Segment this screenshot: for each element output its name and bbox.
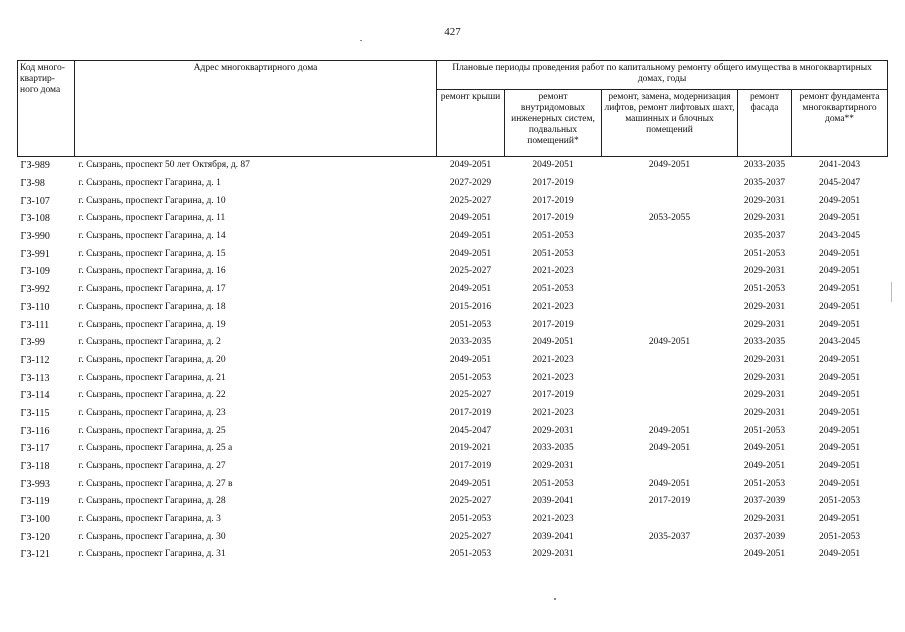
cell-elevators <box>602 316 738 334</box>
cell-roof: 2025-2027 <box>449 195 492 206</box>
cell-facade: 2051-2053 <box>743 425 786 436</box>
cell-elevators <box>602 511 738 529</box>
cell-foundation: 2041-2043 <box>818 160 861 171</box>
cell-roof: 2017-2019 <box>449 461 492 472</box>
cell-address: г. Сызрань, проспект Гагарина, д. 15 <box>78 248 226 259</box>
cell-foundation: 2043-2045 <box>818 337 861 348</box>
cell-code: ГЗ-107 <box>20 195 50 207</box>
table-row <box>18 334 888 352</box>
cell-elevators <box>602 369 738 387</box>
cell-facade: 2029-2031 <box>743 266 786 277</box>
cell-foundation: 2049-2051 <box>818 514 861 525</box>
cell-systems: 2021-2023 <box>532 407 574 418</box>
cell-roof: 2025-2027 <box>449 390 492 401</box>
cell-roof: 2049-2051 <box>449 354 492 365</box>
cell-roof: 2033-2035 <box>449 337 492 348</box>
cell-foundation: 2043-2045 <box>818 231 861 242</box>
cell-elevators <box>602 281 738 299</box>
cell-elevators <box>602 405 738 423</box>
cell-systems: 2051-2053 <box>532 231 574 242</box>
table-row <box>18 352 888 370</box>
cell-systems: 2021-2023 <box>532 372 574 383</box>
cell-elevators <box>602 245 738 263</box>
cell-foundation: 2049-2051 <box>818 425 861 436</box>
cell-foundation: 2049-2051 <box>818 213 861 224</box>
cell-facade: 2029-2031 <box>743 301 786 312</box>
table-row <box>18 511 888 529</box>
cell-roof: 2051-2053 <box>449 319 492 330</box>
cell-roof: 2019-2021 <box>449 443 492 454</box>
cell-elevators <box>602 263 738 281</box>
cell-roof: 2051-2053 <box>449 514 492 525</box>
cell-code: ГЗ-118 <box>20 461 50 473</box>
cell-roof: 2049-2051 <box>449 160 492 171</box>
cell-facade: 2029-2031 <box>743 213 786 224</box>
cell-address: г. Сызрань, проспект Гагарина, д. 19 <box>78 319 226 330</box>
table-row <box>18 281 888 299</box>
capital-repair-table <box>17 60 888 564</box>
cell-systems: 2021-2023 <box>532 301 574 312</box>
cell-elevators: 2053-2055 <box>648 213 691 224</box>
cell-roof: 2017-2019 <box>449 407 492 418</box>
cell-systems: 2039-2041 <box>532 496 574 507</box>
cell-foundation: 2049-2051 <box>818 248 861 259</box>
cell-systems: 2017-2019 <box>532 213 574 224</box>
table-body <box>18 157 888 564</box>
cell-elevators <box>602 175 738 193</box>
cell-systems: 2039-2041 <box>532 531 574 542</box>
cell-systems: 2021-2023 <box>532 354 574 365</box>
cell-foundation: 2049-2051 <box>818 443 861 454</box>
cell-code: ГЗ-993 <box>20 478 50 490</box>
cell-roof: 2049-2051 <box>449 248 492 259</box>
cell-roof: 2025-2027 <box>449 531 492 542</box>
cell-elevators <box>602 299 738 317</box>
column-header-periods: Плановые периоды проведения работ по капитальному ремонту общего имущества в многоквартирных домах, годы <box>437 61 888 90</box>
cell-roof: 2045-2047 <box>449 425 492 436</box>
cell-code: ГЗ-98 <box>20 178 45 190</box>
table-row <box>18 528 888 546</box>
cell-code: ГЗ-99 <box>20 337 45 349</box>
cell-elevators <box>602 352 738 370</box>
table-row <box>18 316 888 334</box>
cell-address: г. Сызрань, проспект 50 лет Октября, д. 87 <box>78 160 250 171</box>
cell-elevators <box>602 387 738 405</box>
cell-foundation: 2049-2051 <box>818 319 861 330</box>
cell-systems: 2017-2019 <box>532 195 574 206</box>
table-row <box>18 475 888 493</box>
cell-facade: 2049-2051 <box>743 549 786 560</box>
cell-code: ГЗ-990 <box>20 231 50 243</box>
column-header-systems: ремонт внутридомовых инженерных систем, подвальных помещений* <box>505 90 602 157</box>
cell-elevators: 2035-2037 <box>648 531 691 542</box>
table-row <box>18 546 888 564</box>
cell-code: ГЗ-115 <box>20 407 50 419</box>
cell-address: г. Сызрань, проспект Гагарина, д. 14 <box>78 231 226 242</box>
cell-elevators: 2049-2051 <box>648 443 691 454</box>
cell-facade: 2035-2037 <box>743 231 786 242</box>
table-row <box>18 175 888 193</box>
cell-roof: 2051-2053 <box>449 372 492 383</box>
cell-address: г. Сызрань, проспект Гагарина, д. 16 <box>78 266 226 277</box>
table-row <box>18 263 888 281</box>
cell-foundation: 2049-2051 <box>818 195 861 206</box>
table-row <box>18 299 888 317</box>
cell-code: ГЗ-119 <box>20 496 50 508</box>
cell-code: ГЗ-991 <box>20 248 50 260</box>
cell-foundation: 2051-2053 <box>818 531 861 542</box>
cell-address: г. Сызрань, проспект Гагарина, д. 20 <box>78 354 226 365</box>
cell-foundation: 2045-2047 <box>818 178 861 189</box>
cell-roof: 2027-2029 <box>449 178 492 189</box>
cell-facade: 2029-2031 <box>743 390 786 401</box>
cell-code: ГЗ-114 <box>20 390 50 402</box>
cell-systems: 2021-2023 <box>532 514 574 525</box>
cell-foundation: 2049-2051 <box>818 266 861 277</box>
cell-facade: 2029-2031 <box>743 407 786 418</box>
cell-address: г. Сызрань, проспект Гагарина, д. 10 <box>78 195 226 206</box>
table-row <box>18 369 888 387</box>
cell-code: ГЗ-116 <box>20 425 50 437</box>
cell-address: г. Сызрань, проспект Гагарина, д. 25 <box>78 425 226 436</box>
cell-facade: 2051-2053 <box>743 248 786 259</box>
table-row <box>18 245 888 263</box>
cell-facade: 2049-2051 <box>743 461 786 472</box>
cell-systems: 2029-2031 <box>532 425 574 436</box>
cell-code: ГЗ-117 <box>20 443 50 455</box>
table-row <box>18 228 888 246</box>
cell-facade: 2029-2031 <box>743 372 786 383</box>
cell-code: ГЗ-112 <box>20 354 50 366</box>
cell-facade: 2049-2051 <box>743 443 786 454</box>
cell-systems: 2049-2051 <box>532 337 574 348</box>
cell-code: ГЗ-109 <box>20 266 50 278</box>
cell-facade: 2033-2035 <box>743 337 786 348</box>
cell-elevators: 2049-2051 <box>648 478 691 489</box>
cell-elevators <box>602 458 738 476</box>
cell-facade: 2051-2053 <box>743 478 786 489</box>
table-row <box>18 157 888 175</box>
cell-foundation: 2049-2051 <box>818 549 861 560</box>
cell-elevators: 2049-2051 <box>648 337 691 348</box>
cell-roof: 2049-2051 <box>449 478 492 489</box>
cell-address: г. Сызрань, проспект Гагарина, д. 18 <box>78 301 226 312</box>
cell-foundation: 2049-2051 <box>818 354 861 365</box>
cell-foundation: 2049-2051 <box>818 461 861 472</box>
cell-address: г. Сызрань, проспект Гагарина, д. 27 в <box>78 478 233 489</box>
table-row <box>18 405 888 423</box>
cell-address: г. Сызрань, проспект Гагарина, д. 11 <box>78 213 226 224</box>
cell-address: г. Сызрань, проспект Гагарина, д. 31 <box>78 549 226 560</box>
cell-foundation: 2049-2051 <box>818 301 861 312</box>
cell-roof: 2025-2027 <box>449 266 492 277</box>
cell-address: г. Сызрань, проспект Гагарина, д. 3 <box>78 514 221 525</box>
cell-code: ГЗ-100 <box>20 514 50 526</box>
cell-address: г. Сызрань, проспект Гагарина, д. 28 <box>78 496 226 507</box>
cell-code: ГЗ-992 <box>20 284 50 296</box>
cell-roof: 2049-2051 <box>449 231 492 242</box>
cell-elevators <box>602 228 738 246</box>
cell-facade: 2035-2037 <box>743 178 786 189</box>
cell-address: г. Сызрань, проспект Гагарина, д. 22 <box>78 390 226 401</box>
cell-facade: 2029-2031 <box>743 354 786 365</box>
cell-address: г. Сызрань, проспект Гагарина, д. 23 <box>78 407 226 418</box>
column-header-foundation: ремонт фундамента многоквартирного дома** <box>792 90 888 157</box>
cell-roof: 2051-2053 <box>449 549 492 560</box>
scan-speck <box>891 282 892 302</box>
cell-elevators: 2017-2019 <box>648 496 691 507</box>
cell-systems: 2017-2019 <box>532 178 574 189</box>
cell-code: ГЗ-111 <box>20 319 50 331</box>
column-header-code: Код много-квартир-ного дома <box>18 61 75 157</box>
cell-facade: 2033-2035 <box>743 160 786 171</box>
cell-roof: 2015-2016 <box>449 301 492 312</box>
cell-facade: 2037-2039 <box>743 531 786 542</box>
cell-address: г. Сызрань, проспект Гагарина, д. 1 <box>78 178 221 189</box>
cell-roof: 2049-2051 <box>449 284 492 295</box>
cell-address: г. Сызрань, проспект Гагарина, д. 27 <box>78 461 226 472</box>
cell-address: г. Сызрань, проспект Гагарина, д. 17 <box>78 284 226 295</box>
cell-systems: 2017-2019 <box>532 390 574 401</box>
cell-roof: 2025-2027 <box>449 496 492 507</box>
cell-facade: 2051-2053 <box>743 284 786 295</box>
cell-elevators: 2049-2051 <box>648 425 691 436</box>
cell-code: ГЗ-108 <box>20 213 50 225</box>
cell-facade: 2037-2039 <box>743 496 786 507</box>
table-row <box>18 422 888 440</box>
table-row <box>18 387 888 405</box>
cell-foundation: 2051-2053 <box>818 496 861 507</box>
column-header-facade: ремонт фасада <box>738 90 792 157</box>
cell-systems: 2029-2031 <box>532 461 574 472</box>
table-row <box>18 458 888 476</box>
scan-speck <box>554 598 556 600</box>
cell-facade: 2029-2031 <box>743 195 786 206</box>
cell-code: ГЗ-989 <box>20 160 50 172</box>
cell-address: г. Сызрань, проспект Гагарина, д. 30 <box>78 531 226 542</box>
cell-code: ГЗ-120 <box>20 531 50 543</box>
table-header-row <box>18 61 888 90</box>
cell-roof: 2049-2051 <box>449 213 492 224</box>
cell-code: ГЗ-121 <box>20 549 50 561</box>
cell-facade: 2029-2031 <box>743 319 786 330</box>
cell-code: ГЗ-110 <box>20 301 50 313</box>
table-row <box>18 210 888 228</box>
cell-systems: 2017-2019 <box>532 319 574 330</box>
cell-foundation: 2049-2051 <box>818 407 861 418</box>
cell-elevators <box>602 192 738 210</box>
cell-foundation: 2049-2051 <box>818 478 861 489</box>
cell-foundation: 2049-2051 <box>818 372 861 383</box>
cell-address: г. Сызрань, проспект Гагарина, д. 21 <box>78 372 226 383</box>
cell-foundation: 2049-2051 <box>818 284 861 295</box>
cell-systems: 2051-2053 <box>532 478 574 489</box>
cell-systems: 2021-2023 <box>532 266 574 277</box>
cell-systems: 2051-2053 <box>532 248 574 259</box>
cell-foundation: 2049-2051 <box>818 390 861 401</box>
cell-address: г. Сызрань, проспект Гагарина, д. 2 <box>78 337 221 348</box>
column-header-address: Адрес многоквартирного дома <box>75 61 437 157</box>
table-row <box>18 192 888 210</box>
cell-elevators: 2049-2051 <box>648 160 691 171</box>
cell-systems: 2049-2051 <box>532 160 574 171</box>
table-row <box>18 440 888 458</box>
cell-code: ГЗ-113 <box>20 372 50 384</box>
page-number: 427 <box>444 26 461 38</box>
cell-systems: 2029-2031 <box>532 549 574 560</box>
cell-systems: 2051-2053 <box>532 284 574 295</box>
column-header-roof: ремонт крыши <box>437 90 505 157</box>
cell-address: г. Сызрань, проспект Гагарина, д. 25 а <box>78 443 233 454</box>
cell-elevators <box>602 546 738 564</box>
column-header-elevators: ремонт, замена, модернизация лифтов, ремонт лифтовых шахт, машинных и блочных помещений <box>602 90 738 157</box>
scan-speck <box>360 40 362 41</box>
cell-facade: 2029-2031 <box>743 514 786 525</box>
table-row <box>18 493 888 511</box>
cell-systems: 2033-2035 <box>532 443 574 454</box>
